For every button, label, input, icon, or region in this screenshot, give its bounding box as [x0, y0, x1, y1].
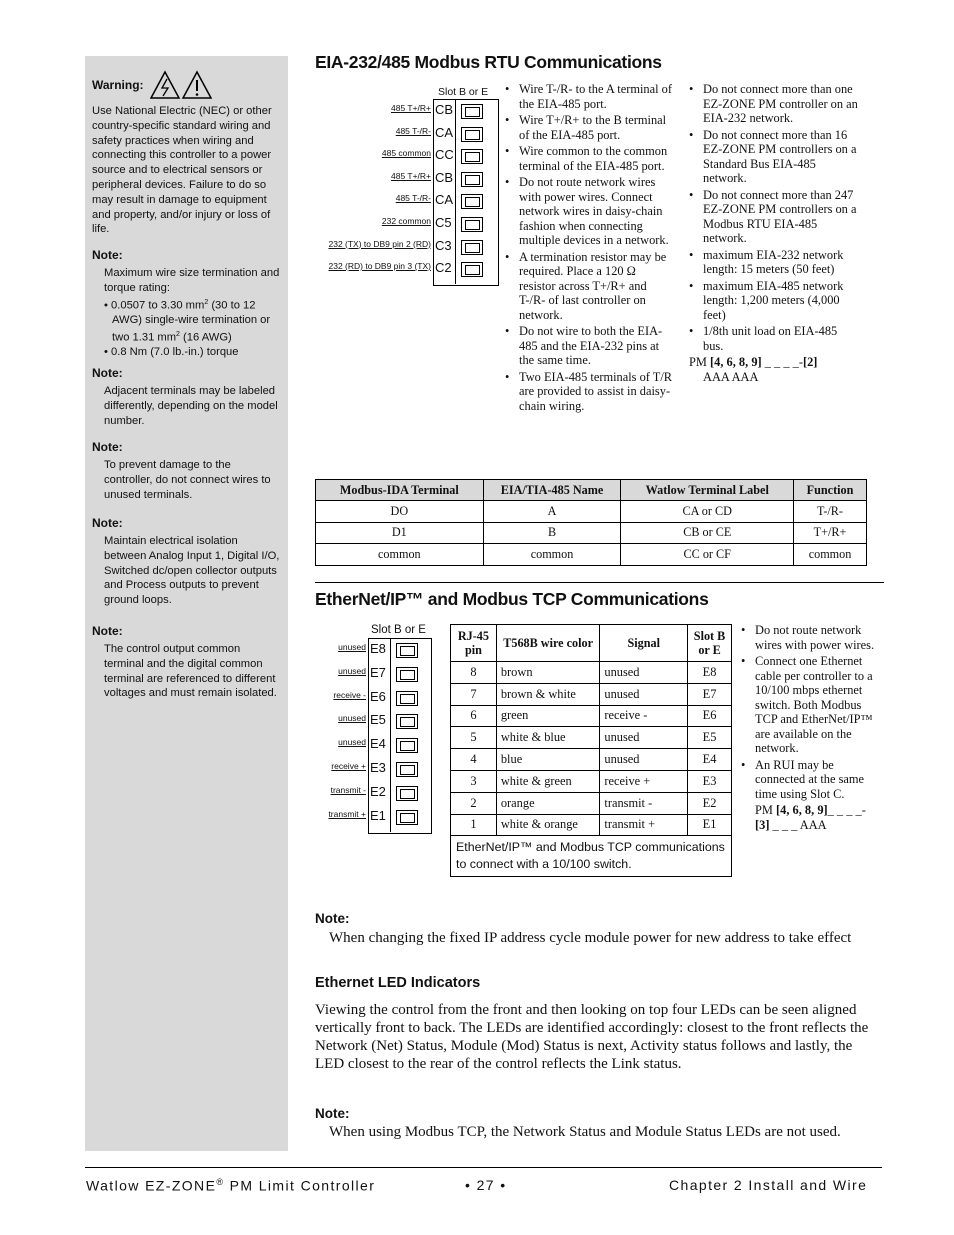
modbus-rtu-bullet: • Do not route network wires with power wires. Connect network wires in daisy-chain fashion when connecting multiple devices in a network. — [505, 175, 673, 248]
terminal-wire-label: unused — [338, 737, 366, 748]
terminal-screw-icon — [396, 714, 418, 729]
terminal-screw-icon — [461, 217, 483, 232]
modbus-rtu-bullets-right — [689, 82, 859, 384]
table-cell: unused — [600, 727, 688, 749]
table-cell: CB or CE — [621, 522, 794, 544]
note-text: To prevent damage to the controller, do not connect wires to unused terminals. — [104, 459, 271, 501]
terminal-screw-icon — [396, 810, 418, 825]
note-text: The control output common terminal and the digital common terminal are referenced to different voltages and must remain isolated. — [104, 643, 277, 700]
terminal-wire-label: 485 common — [381, 148, 431, 159]
terminal-wire-label: transmit - — [330, 784, 366, 795]
ethernet-part-number: PM [4, 6, 8, 9]_ _ _ _-[3] _ _ _ AAA — [755, 803, 866, 832]
terminal-divider — [455, 99, 456, 284]
terminal-code: CB — [435, 169, 454, 185]
sidebar-note-3 — [92, 440, 282, 502]
table-cell: DO — [316, 501, 484, 523]
table-row — [451, 705, 732, 727]
sidebar-note-1 — [92, 248, 282, 360]
table-cell: transmit - — [600, 792, 688, 814]
ethernet-heading: EtherNet/IP™ and Modbus TCP Communications — [315, 589, 709, 609]
table-cell: 6 — [451, 705, 497, 727]
led-description: Viewing the control from the front and then looking on top four LEDs can be seen aligned vertically front to back. The LEDs are identified accordingly: closest to the front reflects the Network (Net) Status, Module (Mod) Status is next, Activity status follows and lastly, the LED closest to the rear of the control reflects the Link status. — [315, 1002, 869, 1072]
table-cell: unused — [600, 662, 688, 684]
table-cell: E4 — [688, 749, 732, 771]
terminal-screw-icon — [461, 172, 483, 187]
terminal-wire-label: unused — [338, 665, 366, 676]
table-cell: 4 — [451, 749, 497, 771]
note-text: Adjacent terminals may be labeled differently, depending on the model number. — [104, 385, 278, 427]
table-cell: E3 — [688, 770, 732, 792]
terminal-code: E8 — [370, 641, 386, 656]
table-row — [451, 814, 732, 836]
terminal-code: CA — [435, 124, 454, 140]
table-cell: B — [483, 522, 621, 544]
terminal-wire-label: 485 T+/R+ — [390, 170, 431, 181]
electric-hazard-icon — [151, 72, 179, 98]
terminal-code: E3 — [370, 760, 386, 775]
table-cell: receive + — [600, 770, 688, 792]
terminal-screw-icon — [396, 667, 418, 682]
sidebar-note-4 — [92, 516, 282, 608]
table-row — [451, 792, 732, 814]
table-cell: orange — [496, 792, 600, 814]
table-cell: white & blue — [496, 727, 600, 749]
table-row — [451, 749, 732, 771]
note-label: Note: — [92, 248, 123, 262]
table-cell: green — [496, 705, 600, 727]
terminal-wire-label: unused — [338, 642, 366, 652]
table-cell: white & orange — [496, 814, 600, 836]
note-wire-size-intro: Maximum wire size termination and torque rating: — [104, 267, 280, 294]
modbus-rtu-bullets-mid — [505, 82, 673, 415]
table-cell: transmit + — [600, 814, 688, 836]
modbus-rtu-limit-bullet: • Do not connect more than 16 EZ-ZONE PM controllers on a Standard Bus EIA-485 network. — [689, 128, 859, 186]
terminal-screw-icon — [396, 786, 418, 801]
terminal-wire-label: receive - — [333, 689, 366, 700]
note-text: Maintain electrical isolation between Analog Input 1, Digital I/O, Switched dc/open collector outputs and Process outputs to prevent ground loops. — [104, 535, 280, 607]
modbus-mapping-table — [315, 479, 867, 566]
table-cell: E2 — [688, 792, 732, 814]
table-cell: T-/R- — [794, 501, 867, 523]
note-text — [92, 266, 282, 360]
terminal-code: E1 — [370, 807, 386, 823]
terminal-code: CA — [435, 192, 454, 208]
table-cell: CA or CD — [621, 501, 794, 523]
warning-label: Warning: — [92, 78, 144, 92]
table-cell: white & green — [496, 770, 600, 792]
table-cell: 3 — [451, 770, 497, 792]
modbus-rtu-limit-bullet: • Do not connect more than 247 EZ-ZONE PM controllers on a Modbus RTU EIA-485 network. — [689, 188, 859, 246]
table-cell: common — [316, 544, 484, 566]
terminal-screw-icon — [396, 691, 418, 706]
ip-change-note: When changing the fixed IP address cycle module power for new address to take effect — [329, 930, 852, 946]
terminal-screw-icon — [461, 240, 483, 255]
table-cell: common — [483, 544, 621, 566]
table-cell: E8 — [688, 662, 732, 684]
terminal-code: CB — [435, 102, 454, 117]
terminal-screw-icon — [461, 194, 483, 209]
warning-block — [92, 70, 282, 237]
terminal-code: E4 — [370, 736, 386, 752]
slot-label: Slot B or E — [371, 624, 426, 636]
terminal-screw-icon — [461, 127, 483, 142]
table-cell: 1 — [451, 814, 497, 836]
terminal-wire-label: 485 T-/R- — [395, 193, 431, 204]
modbus-rtu-bullet: • Wire common to the common terminal of the EIA-485 port. — [505, 144, 673, 173]
table-cell: E6 — [688, 705, 732, 727]
table-row — [316, 501, 867, 523]
note-label: Note: — [315, 911, 350, 926]
table-cell: E1 — [688, 814, 732, 836]
modbus-rtu-limit-bullet: • Do not connect more than one EZ-ZONE PM controller on an EIA-232 network. — [689, 82, 859, 126]
table-cell: E5 — [688, 727, 732, 749]
sidebar-note-5 — [92, 624, 282, 701]
terminal-screw-icon — [461, 104, 483, 119]
note-label: Note: — [92, 440, 123, 454]
note-label: Note: — [92, 366, 123, 380]
table-cell: 5 — [451, 727, 497, 749]
modbus-rtu-bullet: • A termination resistor may be required. Place a 120 Ω resistor across T+/R+ and T-/R- of last controller on network. — [505, 250, 673, 323]
table-header-cell: EIA/TIA-485 Name — [483, 480, 621, 501]
led-modbus-note: When using Modbus TCP, the Network Status and Module Status LEDs are not used. — [329, 1124, 841, 1140]
note-label: Note: — [92, 516, 123, 530]
modbus-rtu-bullet: • Wire T-/R- to the A terminal of the EIA-485 port. — [505, 82, 673, 111]
terminal-divider — [390, 638, 391, 832]
table-row — [316, 544, 867, 566]
table-row — [451, 770, 732, 792]
terminal-screw-icon — [461, 149, 483, 164]
terminal-wire-label: 485 T-/R- — [395, 125, 431, 136]
sidebar-note-2 — [92, 366, 282, 428]
table-cell: receive - — [600, 705, 688, 727]
terminal-screw-icon — [396, 738, 418, 753]
terminal-wire-label: 232 (TX) to DB9 pin 2 (RD) — [328, 238, 431, 249]
slot-label: Slot B or E — [438, 86, 489, 98]
rj45-table — [450, 624, 732, 877]
warning-text: Use National Electric (NEC) or other country-specific standard wiring and safety practices when wiring and connecting this controller to a power source and to electrical sensors or peripheral devices. Failure to do so may result in damage to equipment and property, and/or injury or loss of life. — [92, 105, 272, 236]
table-header-cell: Modbus-IDA Terminal — [316, 480, 484, 501]
table-cell: brown — [496, 662, 600, 684]
terminal-code: C5 — [435, 215, 452, 230]
table-row — [316, 522, 867, 544]
modbus-rtu-bullet: • Two EIA-485 terminals of T/R are provided to assist in daisy-chain wiring. — [505, 370, 673, 414]
terminal-screw-icon — [396, 643, 418, 658]
ethernet-bullet: • An RUI may be connected at the same time using Slot C. — [741, 758, 877, 802]
terminal-screw-icon — [396, 762, 418, 777]
terminal-code: CC — [435, 147, 454, 163]
ethernet-bullet: • Connect one Ethernet cable per controller to a 10/100 mbps ethernet switch. Both Modbus TCP and EtherNet/IP™ are available on the network. — [741, 654, 877, 756]
terminal-screw-icon — [461, 262, 483, 277]
note-wire-size-range: • 0.0507 to 3.30 $mm^2$ (30 to 12 AWG) single-wire termination or two 1.31 $mm^2$ (16 AWG) — [104, 298, 271, 344]
terminal-wire-label: transmit + — [328, 808, 366, 819]
table-cell: CC or CF — [621, 544, 794, 566]
table-row — [451, 727, 732, 749]
table-cell: common — [794, 544, 867, 566]
part-number: PM [4, 6, 8, 9] _ _ _ _-[2] AAA AAA — [689, 355, 818, 384]
modbus-rtu-limit-bullet: • maximum EIA-232 network length: 15 meters (50 feet) — [689, 248, 859, 277]
modbus-rtu-bullet: • Do not wire to both the EIA-485 and the EIA-232 pins at the same time. — [505, 324, 673, 368]
section-divider — [315, 582, 884, 583]
modbus-rtu-limit-bullet: • maximum EIA-485 network length: 1,200 meters (4,000 feet) — [689, 279, 859, 323]
ethernet-bullets — [741, 623, 877, 832]
ethernet-bullet: • Do not route network wires with power wires. — [741, 623, 877, 652]
terminal-wire-label: unused — [338, 713, 366, 724]
modbus-rtu-bullet: • Wire T+/R+ to the B terminal of the EIA-485 port. — [505, 113, 673, 142]
modbus-rtu-heading: EIA-232/485 Modbus RTU Communications — [315, 52, 662, 72]
warning-triangle-icons — [150, 70, 212, 100]
modbus-rtu-limit-bullet: • 1/8th unit load on EIA-485 bus. — [689, 324, 859, 353]
note-label: Note: — [315, 1106, 350, 1121]
table-cell: blue — [496, 749, 600, 771]
footer-product: Watlow EZ-ZONE® PM Limit Controller — [86, 1177, 376, 1194]
rj45-table-footer: EtherNet/IP™ and Modbus TCP communications to connect with a 10/100 switch. — [451, 836, 732, 877]
table-cell: brown & white — [496, 683, 600, 705]
table-cell: 7 — [451, 683, 497, 705]
terminal-code: E7 — [370, 664, 386, 680]
terminal-code: C3 — [435, 237, 452, 253]
table-row — [451, 662, 732, 684]
table-cell: E7 — [688, 683, 732, 705]
table-header-cell: T568B wire color — [496, 625, 600, 662]
table-cell: 8 — [451, 662, 497, 684]
terminal-code: E6 — [370, 688, 386, 704]
note-label: Note: — [92, 624, 123, 638]
caution-icon — [183, 72, 211, 98]
table-header-cell: Slot B or E — [688, 625, 732, 662]
table-header-cell: RJ-45 pin — [451, 625, 497, 662]
table-header-cell: Function — [794, 480, 867, 501]
table-cell: 2 — [451, 792, 497, 814]
note-torque: • 0.8 Nm (7.0 lb.-in.) torque — [104, 346, 239, 359]
table-row — [451, 683, 732, 705]
terminal-code: C2 — [435, 260, 452, 276]
page-number: • 27 • — [465, 1177, 507, 1193]
table-cell: unused — [600, 683, 688, 705]
table-cell: A — [483, 501, 621, 523]
terminal-wire-label: 232 (RD) to DB9 pin 3 (TX) — [328, 261, 431, 272]
table-header-cell: Signal — [600, 625, 688, 662]
terminal-code: E5 — [370, 712, 386, 728]
terminal-code: E2 — [370, 783, 386, 799]
table-cell: T+/R+ — [794, 522, 867, 544]
terminal-wire-label: receive + — [331, 761, 366, 771]
table-header-cell: Watlow Terminal Label — [621, 480, 794, 501]
table-cell: unused — [600, 749, 688, 771]
terminal-wire-label: 232 common — [381, 216, 431, 226]
led-heading: Ethernet LED Indicators — [315, 975, 481, 991]
table-cell: D1 — [316, 522, 484, 544]
terminal-wire-label: 485 T+/R+ — [390, 103, 431, 113]
footer-chapter: Chapter 2 Install and Wire — [669, 1177, 868, 1193]
footer-rule — [85, 1167, 882, 1168]
